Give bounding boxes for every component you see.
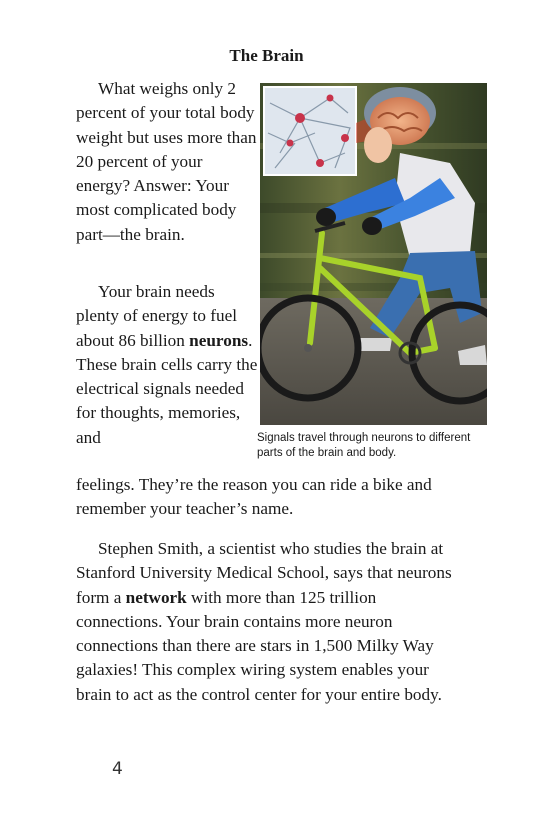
bike-rider-photo <box>260 83 487 425</box>
paragraph-intro: What weighs only 2 percent of your total body weight but uses more than 20 percent of your energy? Answer: Your most complicated body part—the brain. <box>76 79 257 244</box>
page-number: 4 <box>112 759 123 779</box>
paragraph-network-text-1: Stephen Smith, a scientist who studies the brain at Stanford University Medical School, says that neurons form a <box>76 539 452 607</box>
term-network: network <box>125 587 187 607</box>
bike-rider-illustration <box>260 83 487 425</box>
paragraph-neurons <box>76 280 258 450</box>
paragraph-network <box>76 537 460 707</box>
paragraph-network-text-2: with more than 125 trillion connections. Your brain contains more neuron connections than there are stars in 1,500 Milky Way galaxies! This complex wiring system enables your brain to act as the control center for your entire body. <box>76 587 442 704</box>
neuron-inset <box>264 87 356 175</box>
photo-caption: Signals travel through neurons to different parts of the brain and body. <box>257 432 471 459</box>
paragraph-neurons-text-2: . These brain cells carry the electrical signals needed for thoughts, memories, and <box>76 330 258 447</box>
paragraph-neurons-continued: feelings. They’re the reason you can ride a bike and remember your teacher’s name. <box>76 475 432 519</box>
paragraph-neurons-text-1: Your brain needs plenty of energy to fuel about 86 billion <box>76 282 238 350</box>
term-neurons: neurons <box>189 330 249 350</box>
page-title: The Brain <box>229 46 304 65</box>
